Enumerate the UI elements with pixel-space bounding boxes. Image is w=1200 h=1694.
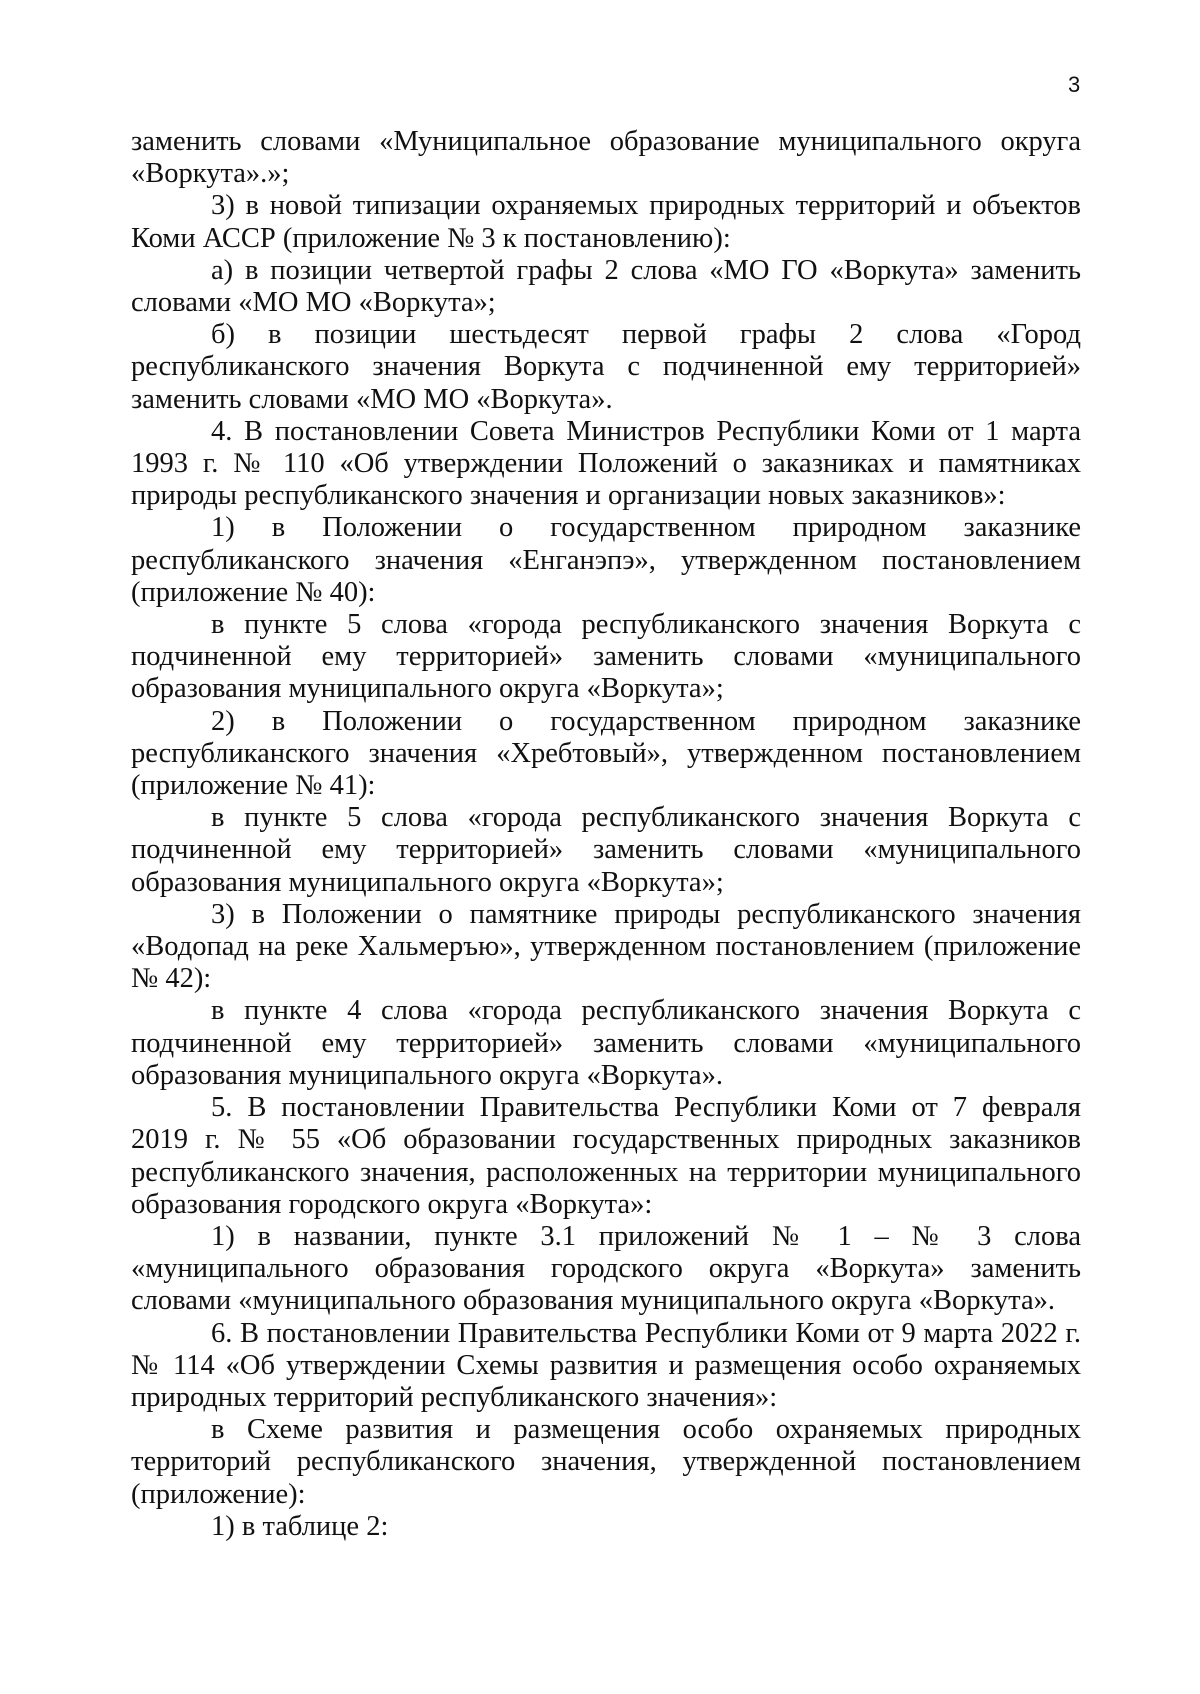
paragraph: 6. В постановлении Правительства Республики Коми от 9 марта 2022 г. № 114 «Об утверждении Схемы развития и размещения особо охраняемых природных территорий республиканского значения»:: [131, 1317, 1081, 1413]
paragraph: 4. В постановлении Совета Министров Республики Коми от 1 марта 1993 г. № 110 «Об утверждении Положений о заказниках и памятниках природы республиканского значения и организации новых заказников»:: [131, 415, 1081, 512]
paragraph: 3) в Положении о памятнике природы республиканского значения «Водопад на реке Хальмеръю», утвержденном постановлением (приложение № 42):: [131, 898, 1081, 995]
paragraph: б) в позиции шестьдесят первой графы 2 слова «Город республиканского значения Воркута с подчиненной ему территорией» заменить словами «МО МО «Воркута».: [131, 319, 1081, 415]
paragraph: 1) в названии, пункте 3.1 приложений № 1 – № 3 слова «муниципального образования городского округа «Воркута» заменить словами «муниципального образования муниципального округа «Воркута».: [131, 1220, 1081, 1317]
paragraph: заменить словами «Муниципальное образование муниципального округа «Воркута».»;: [131, 126, 1081, 190]
paragraph: в Схеме развития и размещения особо охраняемых природных территорий республиканского значения, утвержденной постановлением (приложение):: [131, 1414, 1081, 1510]
document-body: [131, 126, 1081, 1543]
paragraph: в пункте 5 слова «города республиканского значения Воркута с подчиненной ему территорией» заменить словами «муниципального образования муниципального округа «Воркута»;: [131, 609, 1081, 705]
paragraph: 2) в Положении о государственном природном заказнике республиканского значения «Хребтовый», утвержденном постановлением (приложение № 41):: [131, 705, 1081, 802]
page-number: 3: [1068, 72, 1081, 97]
paragraph: 1) в Положении о государственном природном заказнике республиканского значения «Енганэпэ», утвержденном постановлением (приложение № 40):: [131, 512, 1081, 608]
paragraph: 3) в новой типизации охраняемых природных территорий и объектов Коми АССР (приложение № 3 к постановлению):: [131, 190, 1081, 254]
paragraph: 1) в таблице 2:: [211, 1510, 389, 1542]
paragraph: в пункте 5 слова «города республиканского значения Воркута с подчиненной ему территорией» заменить словами «муниципального образования муниципального округа «Воркута»;: [131, 802, 1081, 898]
paragraph: а) в позиции четвертой графы 2 слова «МО ГО «Воркута» заменить словами «МО МО «Воркута»;: [131, 254, 1081, 319]
paragraph: в пункте 4 слова «города республиканского значения Воркута с подчиненной ему территорией» заменить словами «муниципального образования муниципального округа «Воркута».: [131, 995, 1081, 1091]
paragraph: 5. В постановлении Правительства Республики Коми от 7 февраля 2019 г. № 55 «Об образовании государственных природных заказников республиканского значения, расположенных на территории муниципального образования городского округа «Воркута»:: [131, 1092, 1081, 1220]
